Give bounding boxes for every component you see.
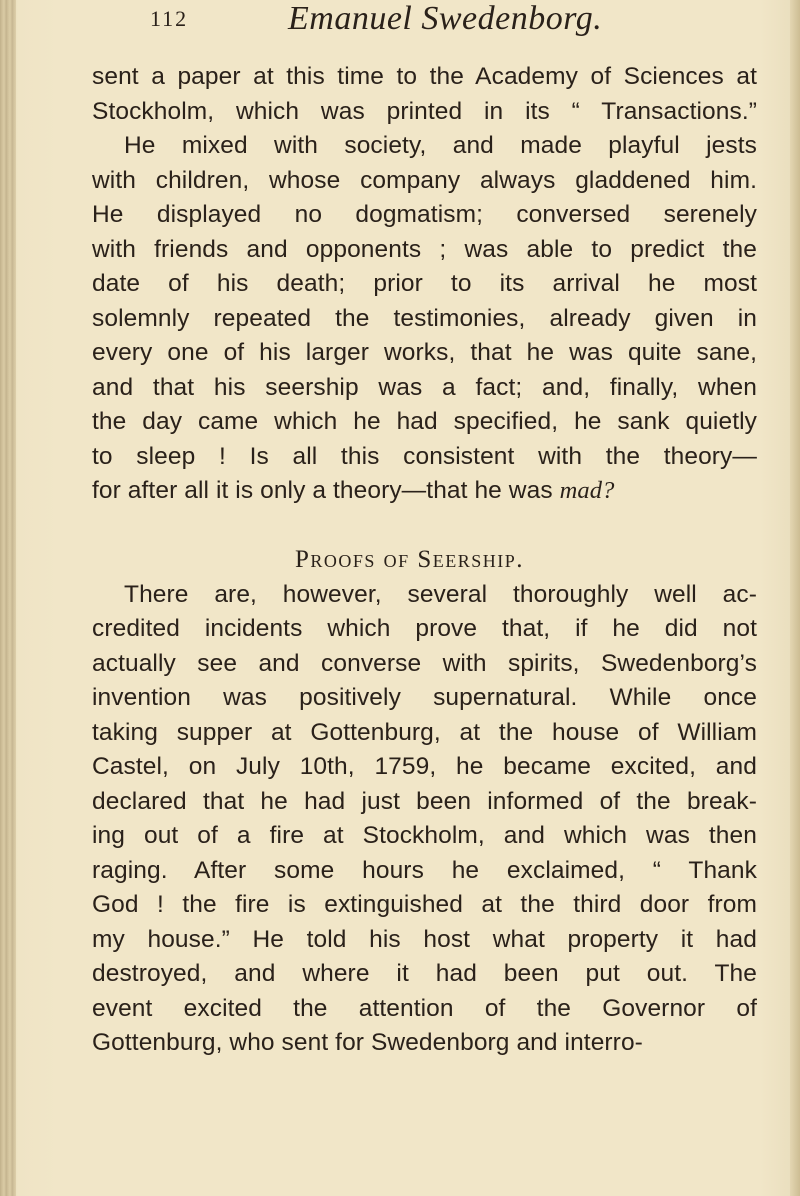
- text-line: ing out of a fire at Stockholm, and which was then: [92, 822, 757, 849]
- section-heading: Proofs of Seership.: [294, 546, 525, 573]
- text-line: to sleep ! Is all this consistent with the theory—: [92, 442, 757, 470]
- text-line: destroyed, and where it had been put out. The: [92, 960, 757, 987]
- italic-word: mad?: [559, 477, 615, 504]
- text-line: He displayed no dogmatism; conversed serenely: [92, 201, 757, 228]
- text-line: the day came which he had specified, he sank quietly: [92, 408, 757, 435]
- text-line: invention was positively supernatural. While once: [92, 684, 757, 711]
- text-line-start: for after all it is only a theory—that he was: [92, 477, 560, 504]
- text-line: [92, 474, 757, 509]
- page-header: [150, 0, 710, 46]
- body-text: [92, 60, 757, 1061]
- text-line: God ! the fire is extinguished at the third door from: [92, 891, 757, 918]
- text-line: event excited the attention of the Governor of: [92, 994, 757, 1022]
- text-line: taking supper at Gottenburg, at the house of William: [92, 718, 757, 746]
- text-line: with friends and opponents ; was able to predict the: [92, 235, 757, 263]
- binding-gutter: [0, 0, 16, 1196]
- page-number: 112: [150, 6, 189, 31]
- text-line: declared that he had just been informed of the break-: [92, 787, 757, 815]
- text-line: He mixed with society, and made playful jests: [124, 132, 757, 159]
- text-line: actually see and converse with spirits, Swedenborg’s: [92, 649, 757, 677]
- text-line: raging. After some hours he exclaimed, “ Thank: [92, 856, 757, 884]
- text-line: with children, whose company always gladdened him.: [92, 166, 757, 194]
- text-line: credited incidents which prove that, if he did not: [92, 615, 757, 642]
- text-line: sent a paper at this time to the Academy of Sciences at: [92, 63, 757, 90]
- text-line: There are, however, several thoroughly well ac-: [124, 580, 757, 608]
- paragraph-1: [92, 60, 757, 509]
- text-line: Gottenburg, who sent for Swedenborg and interro-: [92, 1029, 643, 1056]
- page-edge: [790, 0, 800, 1196]
- text-line: every one of his larger works, that he was quite sane,: [92, 339, 757, 366]
- running-title: Emanuel Swedenborg.: [288, 0, 603, 37]
- text-line: solemnly repeated the testimonies, already given in: [92, 304, 757, 332]
- text-line: date of his death; prior to its arrival he most: [92, 270, 757, 297]
- text-line: and that his seership was a fact; and, finally, when: [92, 373, 757, 401]
- paragraph-2: [92, 578, 757, 1061]
- text-line: Castel, on July 10th, 1759, he became excited, and: [92, 753, 757, 780]
- text-line: Stockholm, which was printed in its “ Transactions.”: [92, 97, 757, 125]
- text-line: my house.” He told his host what property it had: [92, 925, 757, 953]
